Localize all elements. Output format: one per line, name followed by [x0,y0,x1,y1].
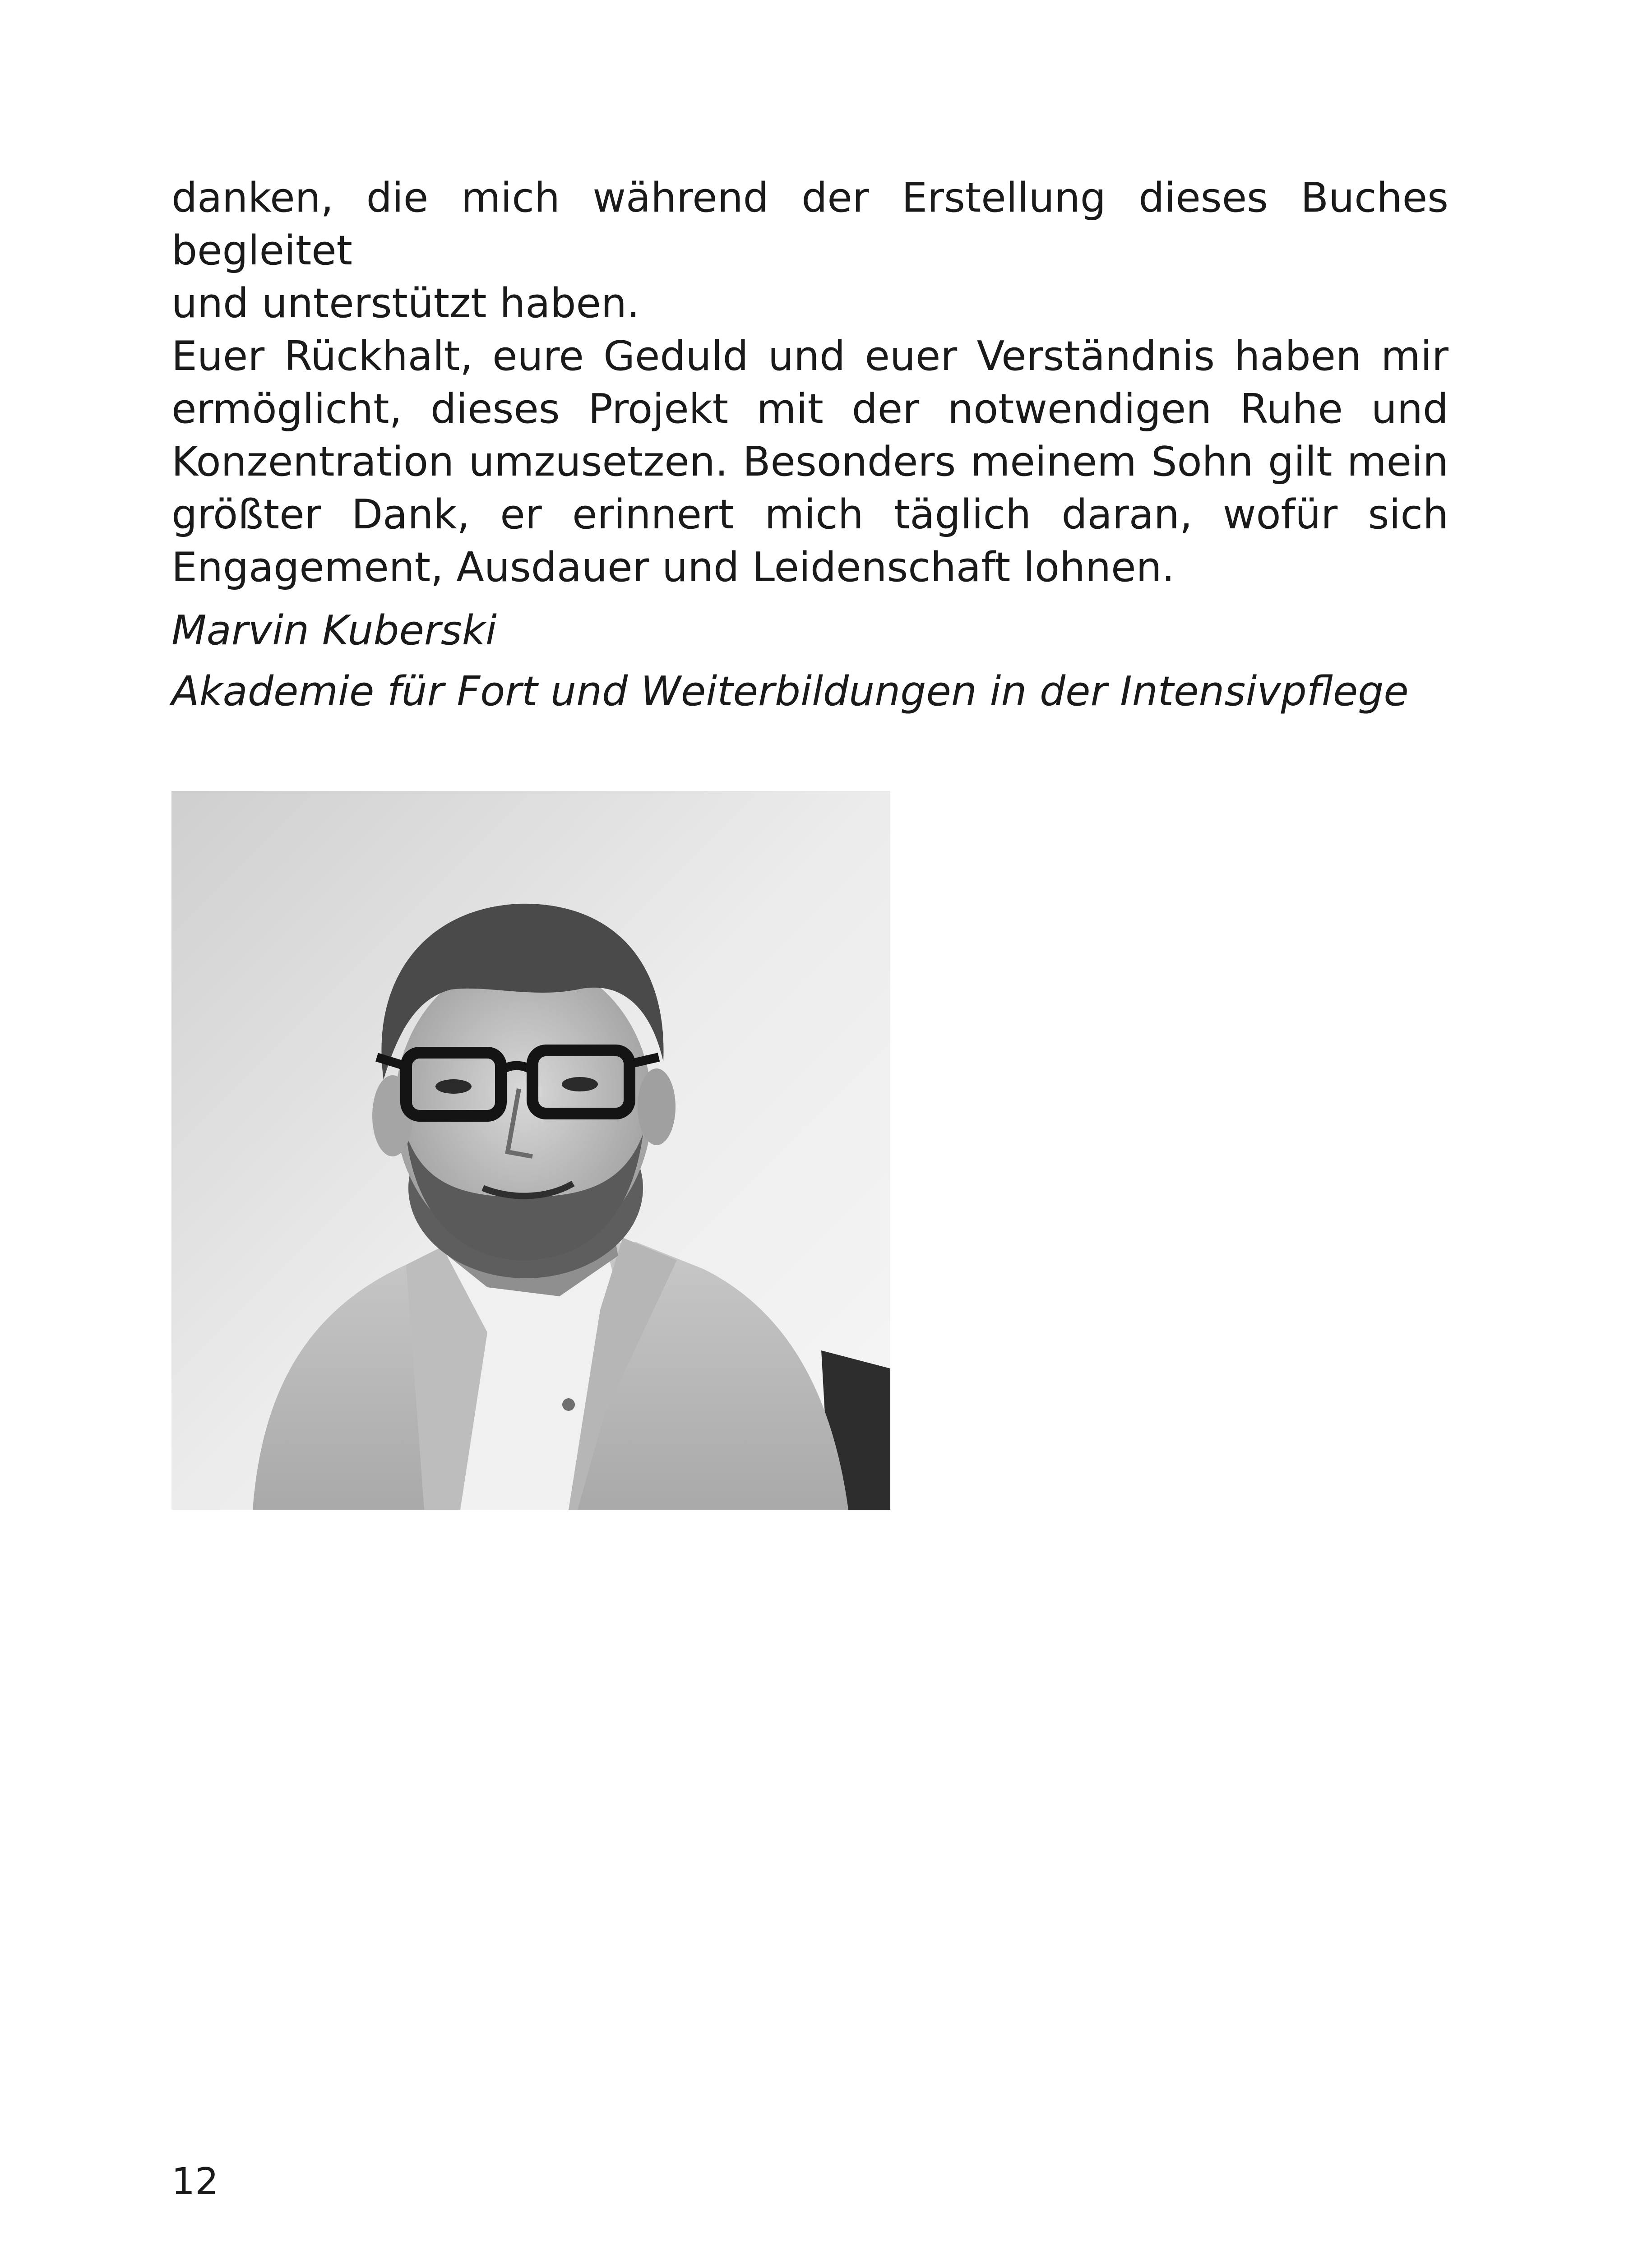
text-line: danken, die mich während der Erstellung dieses Buches begleitet [171,174,1448,274]
text-line: Engagement, Ausdauer und Leidenschaft lohnen. [171,544,1175,591]
page-number: 12 [171,2160,219,2203]
author-portrait [171,791,890,1510]
author-name: Marvin Kuberski [171,607,497,654]
signature-block [171,600,1480,722]
text-line: Konzentration umzusetzen. Besonders meinem Sohn gilt mein [171,438,1448,485]
acknowledgement-text [171,171,1448,594]
text-line: größter Dank, er erinnert mich täglich daran, wofür sich [171,491,1448,538]
text-line: Euer Rückhalt, eure Geduld und euer Verständnis haben mir [171,333,1448,380]
text-line: ermöglicht, dieses Projekt mit der notwendigen Ruhe und [171,385,1448,433]
text-line: und unterstützt haben. [171,280,640,327]
author-affiliation: Akademie für Fort und Weiterbildungen in der Intensivpflege [171,668,1409,715]
